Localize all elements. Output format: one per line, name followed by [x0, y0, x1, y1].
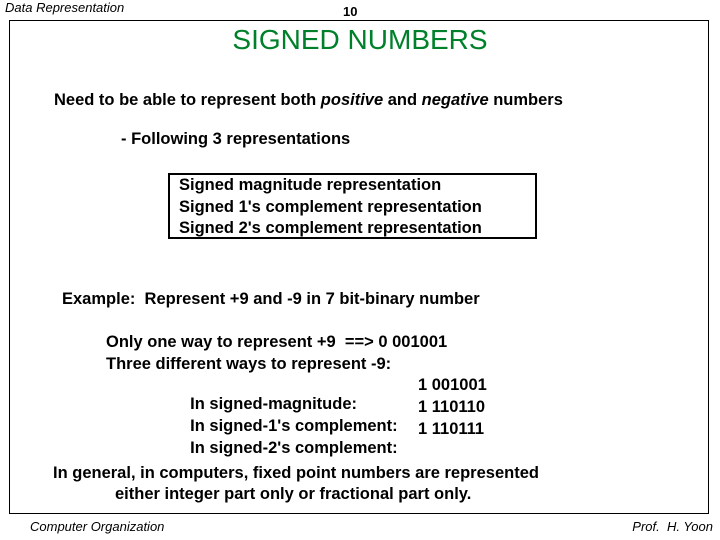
example-row-label: In signed-1's complement:	[190, 417, 398, 435]
intro-negative: negative	[421, 91, 489, 109]
representation-item: Signed 2's complement representation	[179, 219, 482, 237]
example-row-value: 1 110110	[418, 398, 485, 416]
page-number: 10	[343, 4, 358, 19]
intro-positive: positive	[320, 91, 384, 109]
intro-and: and	[383, 91, 422, 109]
following-line: - Following 3 representations	[121, 130, 351, 148]
minus-nine-heading: Three different ways to represent -9:	[106, 355, 392, 373]
representation-item: Signed magnitude representation	[179, 176, 442, 194]
general-line-2: either integer part only or fractional part only.	[115, 485, 472, 503]
representation-item: Signed 1's complement representation	[179, 198, 482, 216]
header-section-label: Data Representation	[5, 0, 125, 15]
intro-suffix: numbers	[488, 91, 563, 109]
footer-course: Computer Organization	[30, 519, 165, 534]
example-row-twos	[181, 420, 398, 458]
general-line-1: In general, in computers, fixed point numbers are represented	[53, 464, 539, 482]
example-row-label: In signed-2's complement:	[190, 439, 398, 457]
intro-prefix: Need to be able to represent both	[54, 91, 321, 109]
example-row-label: In signed-magnitude:	[190, 395, 358, 413]
footer-author: Prof. H. Yoon	[632, 519, 713, 534]
representations-box	[168, 173, 537, 239]
slide-title: SIGNED NUMBERS	[232, 24, 488, 55]
example-heading: Example: Represent +9 and -9 in 7 bit-binary number	[62, 290, 480, 308]
intro-line	[54, 91, 563, 110]
plus-nine-line: Only one way to represent +9 ==> 0 001001	[106, 333, 448, 351]
example-row-value: 1 001001	[418, 376, 487, 394]
example-row-value: 1 110111	[418, 420, 485, 438]
